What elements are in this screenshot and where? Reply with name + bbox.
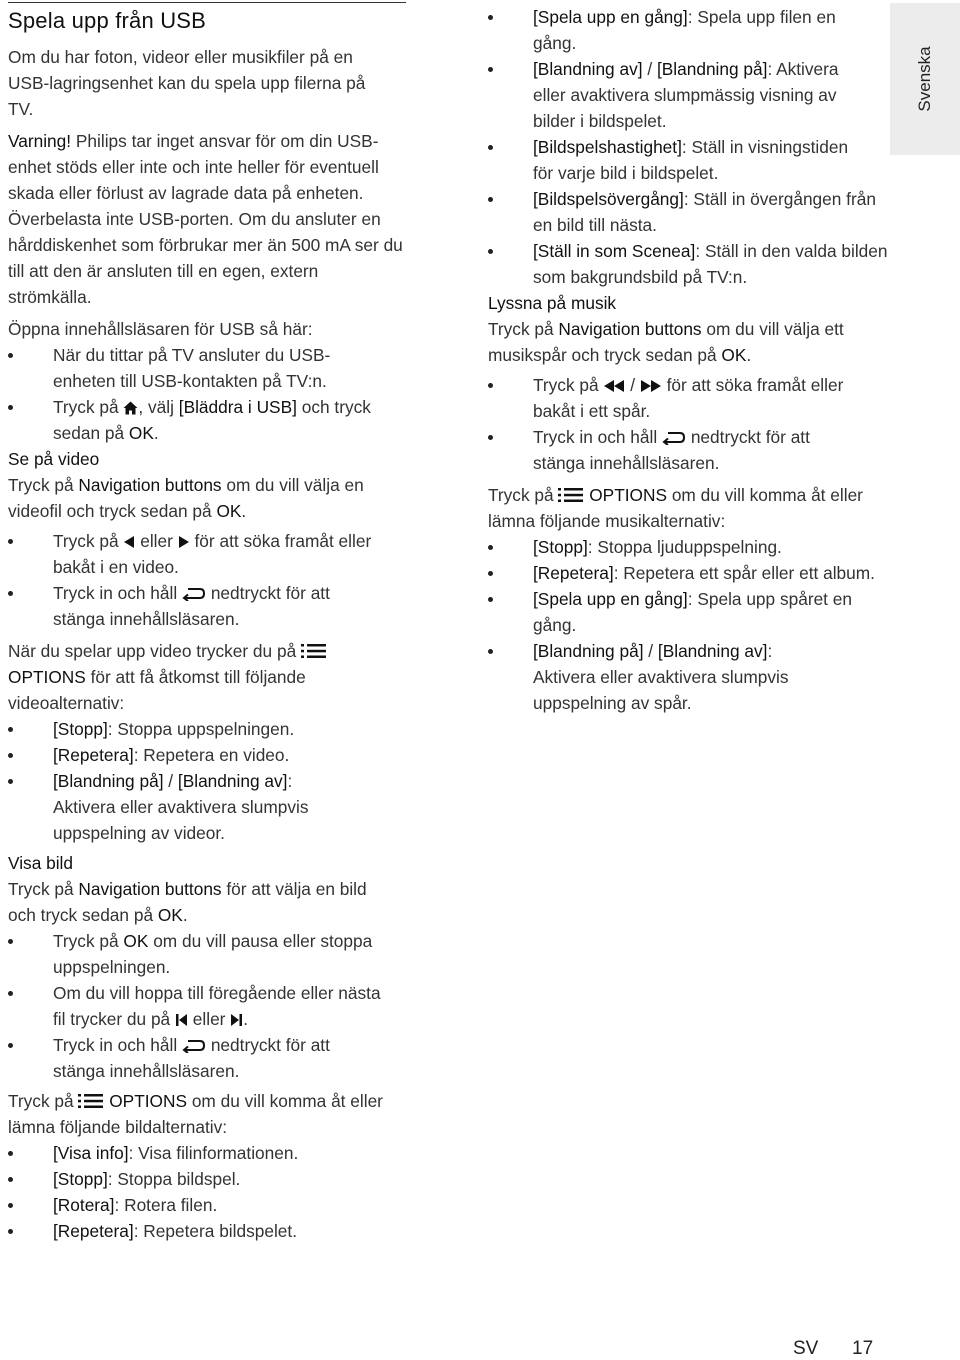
- bullet-icon: [8, 1229, 13, 1234]
- back-icon: [662, 431, 686, 445]
- warning-paragraph: [8, 128, 400, 206]
- footer-language: SV: [793, 1338, 819, 1359]
- bullet-icon: [488, 435, 493, 440]
- bullet-icon: [8, 1043, 13, 1048]
- image-options-list: [8, 1140, 403, 1244]
- warning-text: Philips tar inget ansvar för om din USB-enhet stöds eller inte och inte heller för eventuell skada eller förlust av lagrade data på enheten.: [8, 131, 379, 203]
- list-item: [Repetera]: Repetera ett spår eller ett album.: [488, 560, 878, 586]
- navigation-buttons-label: Navigation buttons: [78, 475, 222, 495]
- image-options-paragraph: Tryck på OPTIONS om du vill komma åt eller lämna följande bildalternativ:: [8, 1091, 383, 1137]
- left-arrow-icon: [123, 535, 135, 549]
- list-item-text: När du tittar på TV ansluter du USB-enheten till USB-kontakten på TV:n.: [53, 345, 331, 391]
- video-options-list: [8, 716, 403, 846]
- bullet-icon: [488, 571, 493, 576]
- bullet-icon: [8, 405, 13, 410]
- warning-label: Varning!: [8, 131, 72, 151]
- music-options-paragraph: Tryck på OPTIONS om du vill komma åt eller lämna följande musikalternativ:: [488, 485, 863, 531]
- navigation-buttons-label: Navigation buttons: [78, 879, 222, 899]
- open-browser-list: [8, 342, 403, 446]
- title-rule: [8, 2, 406, 3]
- video-heading: Se på video: [8, 449, 100, 469]
- list-item: [Rotera]: Rotera filen.: [8, 1192, 403, 1218]
- list-item: [Ställ in som Scenea]: Ställ in den valda bilden som bakgrundsbild på TV:n.: [488, 238, 888, 290]
- page-number: 17: [852, 1338, 874, 1359]
- list-item: [Blandning av] / [Blandning på]: Aktivera eller avaktivera slumpmässig visning av bilder i bildspelet.: [488, 56, 863, 134]
- previous-icon: [175, 1013, 188, 1027]
- bullet-icon: [8, 1177, 13, 1182]
- next-icon: [230, 1013, 243, 1027]
- navigation-buttons-label: Navigation buttons: [558, 319, 702, 339]
- list-item: [Spela upp en gång]: Spela upp spåret en gång.: [488, 586, 878, 638]
- bullet-icon: [488, 649, 493, 654]
- music-heading: Lyssna på musik: [488, 293, 617, 313]
- list-item: Tryck på eller för att söka framåt eller bakåt i en video.: [8, 528, 383, 580]
- video-options-paragraph: När du spelar upp video trycker du på OPTIONS för att få åtkomst till följande videoalternativ:: [8, 638, 388, 716]
- bullet-icon: [8, 991, 13, 996]
- bullet-icon: [8, 353, 13, 358]
- bullet-icon: [488, 67, 493, 72]
- bullet-icon: [8, 539, 13, 544]
- ok-label: OK: [123, 931, 149, 951]
- ok-label: OK: [216, 501, 242, 521]
- list-item: Om du vill hoppa till föregående eller nästa fil trycker du på eller .: [8, 980, 388, 1032]
- list-item: Tryck in och håll nedtryckt för att stänga innehållsläsaren.: [8, 1032, 383, 1084]
- list-item: [Bildspelsövergång]: Ställ in övergången från en bild till nästa.: [488, 186, 888, 238]
- list-item: Tryck på OK om du vill pausa eller stoppa uppspelningen.: [8, 928, 373, 980]
- right-flow: [488, 4, 888, 716]
- overload-paragraph: Överbelasta inte USB-porten. Om du ansluter en hårddiskenhet som förbrukar mer än 500 mA ser du till att den är ansluten till en egen, extern strömkälla.: [8, 209, 403, 307]
- options-icon: [558, 487, 584, 503]
- ok-label: OK: [157, 905, 183, 925]
- back-icon: [182, 1039, 206, 1053]
- ok-label: OK: [721, 345, 747, 365]
- music-paragraph: Tryck på Navigation buttons om du vill välja ett musikspår och tryck sedan på OK.: [488, 319, 844, 365]
- language-tab-label: Svenska: [915, 46, 934, 112]
- bullet-icon: [8, 1151, 13, 1156]
- bullet-icon: [488, 383, 493, 388]
- open-browser-intro: Öppna innehållsläsaren för USB så här:: [8, 319, 313, 339]
- list-item: [Spela upp en gång]: Spela upp filen en gång.: [488, 4, 878, 56]
- list-item: Tryck in och håll nedtryckt för att stänga innehållsläsaren.: [488, 424, 863, 476]
- video-controls-list: [8, 528, 403, 632]
- bullet-icon: [488, 15, 493, 20]
- bullet-icon: [488, 249, 493, 254]
- home-icon: [123, 401, 138, 415]
- image-paragraph: Tryck på Navigation buttons för att välja en bild och tryck sedan på OK.: [8, 879, 367, 925]
- options-icon: [78, 1093, 104, 1109]
- list-item: [Visa info]: Visa filinformationen.: [8, 1140, 403, 1166]
- options-label: OPTIONS: [109, 1091, 188, 1111]
- page-title: Spela upp från USB: [8, 8, 207, 33]
- bullet-icon: [8, 727, 13, 732]
- back-icon: [182, 587, 206, 601]
- bullet-icon: [488, 597, 493, 602]
- image-heading: Visa bild: [8, 853, 74, 873]
- language-tab: [890, 3, 960, 155]
- options-icon: [301, 643, 327, 659]
- slideshow-options-list: [488, 4, 888, 290]
- bullet-icon: [8, 753, 13, 758]
- list-item: Tryck på , välj [Bläddra i USB] och tryck sedan på OK.: [8, 394, 373, 446]
- video-paragraph: Tryck på Navigation buttons om du vill välja en videofil och tryck sedan på OK.: [8, 475, 364, 521]
- list-item: Tryck in och håll nedtryckt för att stänga innehållsläsaren.: [8, 580, 383, 632]
- list-item: [Repetera]: Repetera bildspelet.: [8, 1218, 403, 1244]
- list-item: [Blandning på] / [Blandning av]: Aktivera eller avaktivera slumpvis uppspelning av videor.: [8, 768, 353, 846]
- options-label: OPTIONS: [589, 485, 668, 505]
- image-controls-list: [8, 928, 403, 1084]
- list-item: [Stopp]: Stoppa bildspel.: [8, 1166, 403, 1192]
- list-item: [Stopp]: Stoppa ljuduppspelning.: [488, 534, 888, 560]
- list-item: Tryck på / för att söka framåt eller bakåt i ett spår.: [488, 372, 863, 424]
- music-options-list: [488, 534, 888, 716]
- list-item: [Repetera]: Repetera en video.: [8, 742, 403, 768]
- right-arrow-icon: [178, 535, 190, 549]
- list-item: [Bildspelshastighet]: Ställ in visningstiden för varje bild i bildspelet.: [488, 134, 868, 186]
- bullet-icon: [488, 545, 493, 550]
- bullet-icon: [8, 939, 13, 944]
- music-controls-list: [488, 372, 888, 476]
- intro-paragraph: Om du har foton, videor eller musikfiler på en USB-lagringsenhet kan du spela upp filerna på TV.: [8, 47, 366, 119]
- rewind-icon: [603, 379, 625, 393]
- list-item: [Blandning på] / [Blandning av]: Aktivera eller avaktivera slumpvis uppspelning av spår.: [488, 638, 833, 716]
- browse-usb-option: [Bläddra i USB]: [178, 397, 297, 417]
- list-item: [8, 342, 363, 394]
- left-flow: [8, 44, 403, 1244]
- bullet-icon: [488, 197, 493, 202]
- options-label: OPTIONS: [8, 667, 86, 687]
- bullet-icon: [488, 145, 493, 150]
- list-item: [Stopp]: Stoppa uppspelningen.: [8, 716, 403, 742]
- bullet-icon: [8, 779, 13, 784]
- fast-forward-icon: [640, 379, 662, 393]
- bullet-icon: [8, 1203, 13, 1208]
- bullet-icon: [8, 591, 13, 596]
- ok-label: OK: [128, 423, 154, 443]
